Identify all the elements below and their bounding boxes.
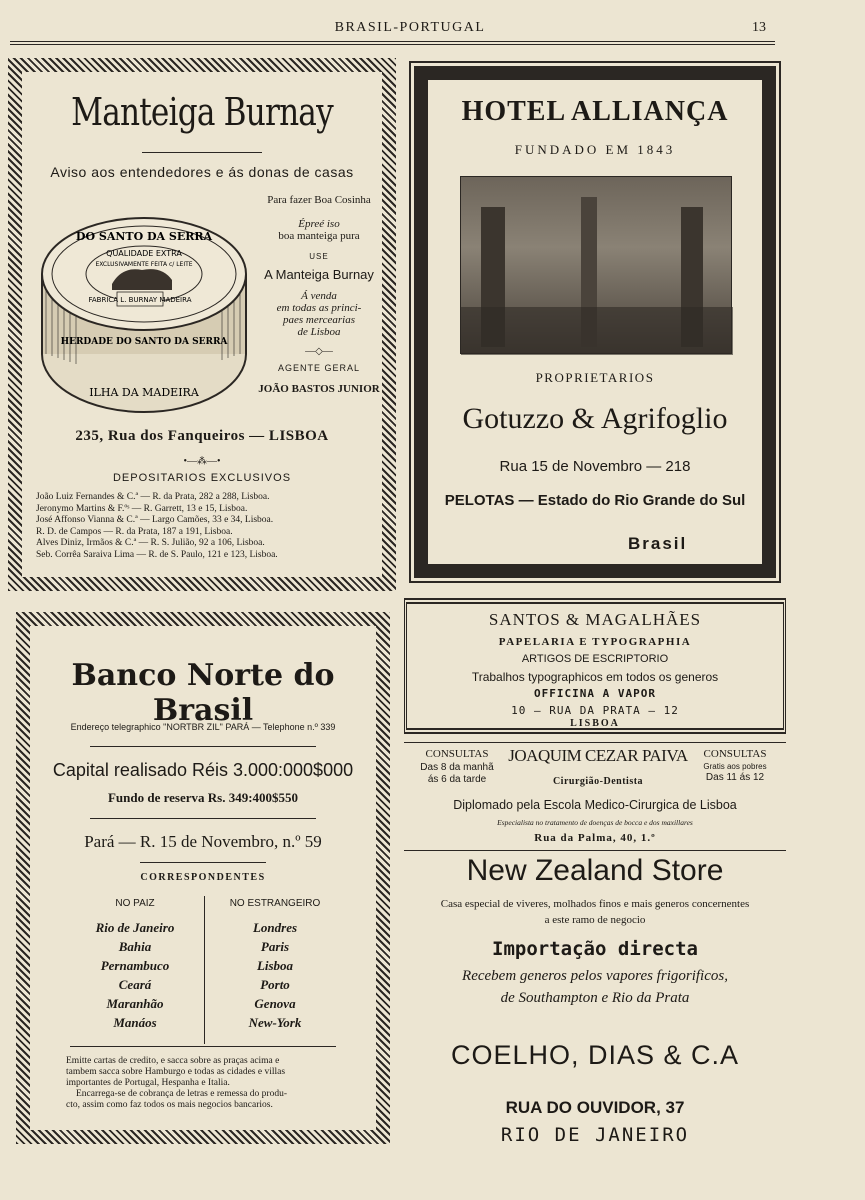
burnay-side-2: Épreé iso: [298, 218, 340, 230]
banco-ad: [16, 612, 390, 1144]
banco-reserve: Fundo de reserva Rs. 349:400$550: [107, 790, 299, 805]
nz-store-ad: [404, 854, 786, 1154]
paiva-specialty: Especialista no tratamento de doenças de bocca e dos maxillares: [497, 818, 693, 827]
hotel-photo: [460, 176, 732, 354]
nz-desc-1: Casa especial de viveres, molhados finos e mais generos concernentes: [440, 898, 750, 910]
santos-ad: [404, 598, 786, 734]
hotel-owners: Gotuzzo & Agrifoglio: [462, 402, 728, 435]
santos-line2: ARTIGOS DE ESCRIPTORIO: [521, 653, 669, 665]
nz-firm: COELHO, DIAS & C.A: [450, 1040, 740, 1070]
burnay-sale-4: de Lisboa: [297, 326, 341, 338]
burnay-sale-2: em todas as princi-: [276, 302, 362, 314]
banco-country-header: NO PAIZ: [115, 898, 155, 909]
depositary-4: R. D. de Campos — R. da Prata, 187 a 191, Lisboa.: [36, 526, 233, 537]
burnay-separator: —◇—: [305, 346, 333, 357]
header-title: BRASIL-PORTUGAL: [334, 20, 486, 35]
paiva-address: Rua da Palma, 40, 1.º: [534, 832, 656, 844]
burnay-side-text: [254, 194, 384, 395]
paiva-ad: [404, 742, 786, 852]
banco-telegraph: Endereço telegraphico "NORTBR ZIL" PARÁ — Telephone n.º 339: [70, 722, 336, 732]
santos-line6: LISBOA: [570, 718, 620, 729]
banco-capital: Capital realisado Réis 3.000:000$000: [52, 760, 354, 780]
hotel-owners-label: PROPRIETARIOS: [535, 370, 655, 385]
nz-import: Importação directa: [492, 938, 698, 960]
country-city-2: Bahia: [118, 939, 152, 954]
hotel-founded: FUNDADO EM 1843: [514, 142, 676, 157]
burnay-ad: [8, 58, 396, 591]
hotel-title: HOTEL ALLIANÇA: [461, 96, 729, 127]
abroad-city-2: Paris: [260, 939, 290, 954]
burnay-title: Manteiga Burnay: [71, 90, 333, 134]
country-city-6: Manáos: [113, 1015, 157, 1030]
paiva-profession: Cirurgião-Dentista: [552, 776, 644, 787]
banco-note: [66, 1056, 366, 1111]
nz-street: RUA DO OUVIDOR, 37: [505, 1098, 685, 1117]
tin-factory-text: FABRICA L. BURNAY MADEIRA: [88, 296, 192, 304]
hotel-city: PELOTAS — Estado do Rio Grande do Sul: [444, 492, 746, 509]
depositary-6: Seb. Corrêa Saraiva Lima — R. de S. Paulo, 121 e 123, Lisboa.: [36, 549, 278, 560]
country-city-4: Ceará: [118, 977, 152, 992]
burnay-notice: Aviso aos entendedores e ás donas de casas: [50, 164, 354, 180]
santos-line1: PAPELARIA E TYPOGRAPHIA: [498, 636, 692, 648]
santos-line4: OFFICINA A VAPOR: [534, 687, 656, 700]
banco-address: Pará — R. 15 de Novembro, n.º 59: [84, 832, 322, 851]
banco-abroad-header: NO ESTRANGEIRO: [229, 898, 321, 909]
tin-side-text: HERDADE DO SANTO DA SERRA: [60, 337, 228, 347]
banco-country-cities: [70, 918, 200, 1032]
nz-ship-2: de Southampton e Rio da Prata: [500, 990, 690, 1006]
banco-abroad-cities: [210, 918, 340, 1032]
santos-line3: Trabalhos typographicos em todos os generos: [471, 670, 719, 684]
tin-exclusive-text: EXCLUSIVAMENTE FEITA c/ LEITE: [95, 261, 193, 268]
burnay-side-5: A Manteiga Burnay: [264, 267, 374, 282]
paiva-left-title: CONSULTAS: [425, 748, 489, 760]
nz-desc-2: a este ramo de negocio: [544, 914, 646, 926]
santos-title: SANTOS & MAGALHÃES: [488, 610, 702, 629]
paiva-right-l2: Das 11 ás 12: [705, 772, 765, 783]
burnay-sale-1: Á venda: [301, 290, 337, 302]
burnay-depositaries-list: [36, 492, 376, 561]
paiva-name: JOAQUIM CEZAR PAIVA: [508, 746, 688, 765]
tin-top-text: DO SANTO DA SERRA: [75, 230, 213, 243]
nz-title: New Zealand Store: [466, 854, 724, 887]
banco-note-1: Emitte cartas de credito, e sacca sobre as praças acima e: [66, 1056, 280, 1066]
nz-city: RIO DE JANEIRO: [500, 1124, 690, 1146]
header-rule: [10, 41, 775, 42]
burnay-sale-3: paes mercearias: [283, 314, 355, 326]
paiva-diploma: Diplomado pela Escola Medico-Cirurgica de Lisboa: [453, 798, 737, 812]
burnay-address: 235, Rua dos Fanqueiros — LISBOA: [75, 428, 329, 444]
butter-tin-illustration: [32, 184, 262, 424]
paiva-right-l1: Gratis aos pobres: [703, 762, 767, 771]
abroad-city-1: Londres: [252, 920, 298, 935]
abroad-city-6: New-York: [248, 1015, 302, 1030]
paiva-left-l1: Das 8 da manhã: [420, 762, 494, 773]
page-header: [0, 14, 865, 44]
depositary-1: João Luiz Fernandes & C.ª — R. da Prata, 282 a 288, Lisboa.: [36, 492, 270, 502]
abroad-city-3: Lisboa: [256, 958, 294, 973]
banco-note-4: Encarrega-se de cobrança de letras e remessa do produ-: [76, 1089, 287, 1099]
burnay-side-4: USE: [309, 252, 329, 261]
nz-ship-1: Recebem generos pelos vapores frigorificos,: [462, 968, 728, 984]
paiva-left-l2: ás 6 da tarde: [427, 774, 487, 785]
hotel-ad: [414, 66, 776, 578]
banco-note-3: importantes de Portugal, Hespanha e Italia.: [66, 1078, 230, 1088]
banco-note-2: tambem sacca sobre Hamburgo e todas as cidades e villas: [66, 1067, 286, 1077]
country-city-5: Maranhão: [106, 996, 164, 1011]
depositary-5: Alves Diniz, Irmãos & C.ª — R. S. Julião, 92 a 106, Lisboa.: [36, 538, 265, 548]
banco-correspondents-title: CORRESPONDENTES: [140, 872, 266, 883]
burnay-side-1: Para fazer Boa Cosinha: [267, 194, 371, 206]
depositary-3: José Affonso Vianna & C.ª — Largo Camões, 33 e 34, Lisboa.: [36, 515, 274, 525]
hotel-street: Rua 15 de Novembro — 218: [499, 458, 691, 475]
tin-bottom-text: ILHA DA MADEIRA: [89, 386, 199, 399]
burnay-depositaries-title: DEPOSITARIOS EXCLUSIVOS: [112, 472, 292, 484]
santos-line5: 10 — RUA DA PRATA — 12: [511, 704, 679, 717]
burnay-agent-name: JOÃO BASTOS JUNIOR: [258, 383, 380, 395]
country-city-1: Rio de Janeiro: [95, 920, 175, 935]
banco-title: Banco Norte do Brasil: [71, 658, 335, 728]
banco-note-5: cto, assim como faz todos os mais negocios bancarios.: [66, 1100, 273, 1110]
burnay-side-3: boa manteiga pura: [278, 230, 360, 242]
country-city-3: Pernambuco: [100, 958, 170, 973]
abroad-city-5: Genova: [254, 996, 296, 1011]
depositary-2: Jeronymo Martins & F.ºˢ — R. Garrett, 13 e 15, Lisboa.: [36, 503, 248, 514]
page-number: 13: [752, 20, 766, 35]
paiva-right-title: CONSULTAS: [703, 748, 767, 760]
burnay-agent-label: AGENTE GERAL: [277, 363, 361, 373]
burnay-ornament: •—⁂—•: [183, 456, 221, 467]
hotel-country: Brasil: [628, 534, 688, 553]
abroad-city-4: Porto: [260, 977, 290, 992]
tin-quality-text: QUALIDADE EXTRA: [106, 249, 182, 258]
